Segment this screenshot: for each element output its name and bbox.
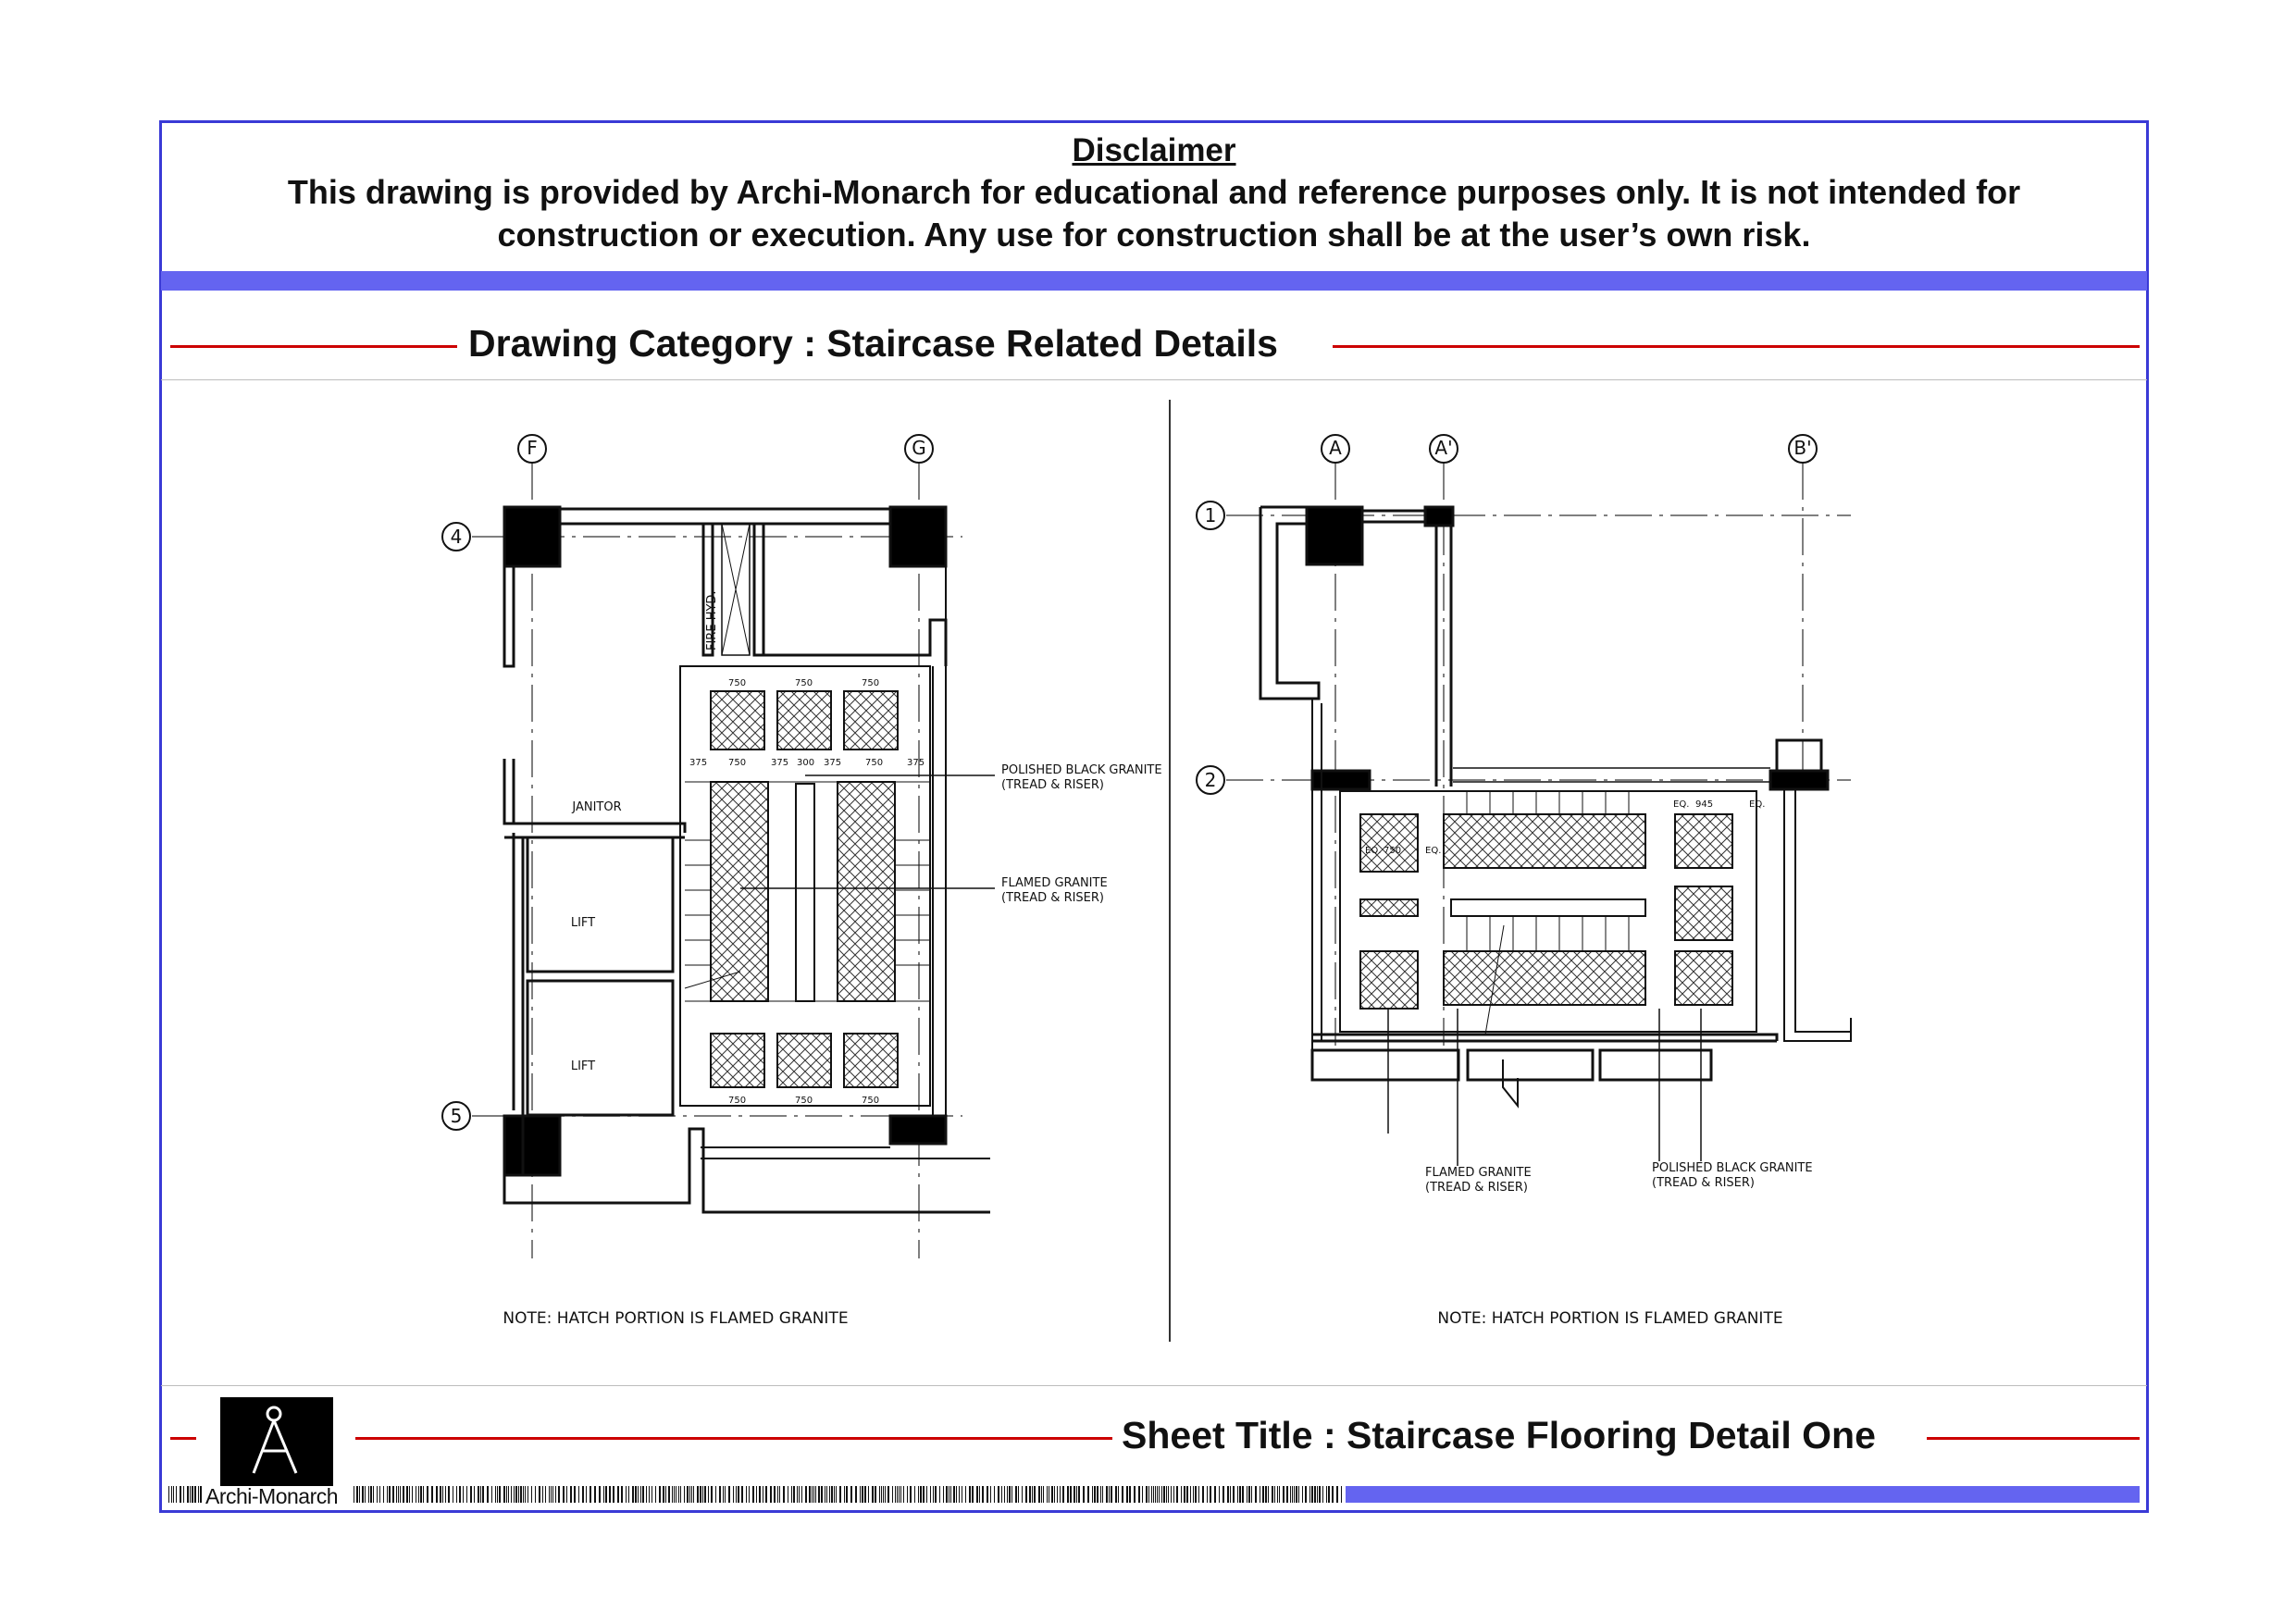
janitor-label: JANITOR <box>572 800 622 814</box>
brand-name: Archi-Monarch <box>205 1484 339 1508</box>
grid-label-f: F <box>527 437 538 459</box>
dim: 750 <box>728 1096 747 1106</box>
left-plan-text <box>451 437 1162 1328</box>
dim: 300 <box>797 758 815 768</box>
dim: EQ. <box>1365 846 1382 856</box>
dim: 375 <box>771 758 789 768</box>
grid-label-4: 4 <box>450 526 463 548</box>
grid-label-2: 2 <box>1204 769 1217 791</box>
lift-label-1: LIFT <box>570 916 596 930</box>
grid-label-b-prime: B' <box>1793 437 1812 459</box>
sheet-rule-right <box>1927 1437 2140 1440</box>
dim: 375 <box>689 758 708 768</box>
column <box>504 1116 560 1175</box>
lift-label-2: LIFT <box>570 1059 596 1073</box>
sheet-title: Sheet Title : Staircase Flooring Detail One <box>1122 1414 1876 1456</box>
disclaimer-line-1: This drawing is provided by Archi-Monarch for educational and reference purposes only. It is not intended for <box>287 173 2021 211</box>
right-note: NOTE: HATCH PORTION IS FLAMED GRANITE <box>1437 1309 1783 1328</box>
column <box>1425 507 1453 526</box>
dim: 945 <box>1695 799 1714 810</box>
column <box>890 1116 946 1144</box>
grid-label-5: 5 <box>450 1105 463 1127</box>
callout-flamed-line1: FLAMED GRANITE <box>1425 1166 1532 1180</box>
dim: 750 <box>862 1096 880 1106</box>
dim: 750 <box>728 678 747 688</box>
sheet-rule-left <box>170 1437 196 1440</box>
callout-flamed-line1: FLAMED GRANITE <box>1001 876 1108 890</box>
dim: EQ. <box>1673 799 1690 810</box>
disclaimer-title: Disclaimer <box>1072 132 1236 168</box>
dim: EQ. <box>1749 799 1766 810</box>
footer-divider <box>161 1385 2147 1386</box>
grid-label-a-prime: A' <box>1434 437 1453 459</box>
right-plan-text <box>1205 437 1813 1328</box>
dim: 750 <box>865 758 884 768</box>
callout-polished-line2: (TREAD & RISER) <box>1001 778 1105 792</box>
grid-label-g: G <box>912 437 926 459</box>
grid-label-a: A <box>1329 437 1342 459</box>
left-plan <box>442 435 995 1258</box>
dim: 375 <box>824 758 842 768</box>
dim: 750 <box>728 758 747 768</box>
barcode-strip <box>168 1486 1342 1505</box>
column <box>1770 771 1828 789</box>
column <box>504 507 560 566</box>
drawing-category: Drawing Category : Staircase Related Details <box>468 322 1278 365</box>
archi-monarch-logo <box>220 1397 333 1486</box>
callout-polished-line1: POLISHED BLACK GRANITE <box>1001 763 1162 777</box>
dim: 375 <box>907 758 925 768</box>
sheet-rule-mid <box>355 1437 1112 1440</box>
column <box>890 507 946 566</box>
grid-label-1: 1 <box>1204 504 1217 527</box>
callout-polished-line2: (TREAD & RISER) <box>1652 1176 1756 1190</box>
callout-flamed-line2: (TREAD & RISER) <box>1001 891 1105 905</box>
dim: EQ. <box>1425 846 1442 856</box>
dim: 750 <box>862 678 880 688</box>
callout-flamed-line2: (TREAD & RISER) <box>1425 1181 1529 1195</box>
callout-polished-line1: POLISHED BLACK GRANITE <box>1652 1161 1813 1175</box>
dim: 750 <box>1384 846 1402 856</box>
disclaimer-line-2: construction or execution. Any use for construction shall be at the user’s own risk. <box>497 216 1811 254</box>
left-note: NOTE: HATCH PORTION IS FLAMED GRANITE <box>503 1309 849 1328</box>
compass-icon <box>220 1397 333 1486</box>
fire-hydrant-label: FIRE HYD. <box>705 590 719 650</box>
dim: 750 <box>795 678 813 688</box>
footer-band <box>1346 1486 2140 1503</box>
dim: 750 <box>795 1096 813 1106</box>
column <box>1307 507 1362 564</box>
